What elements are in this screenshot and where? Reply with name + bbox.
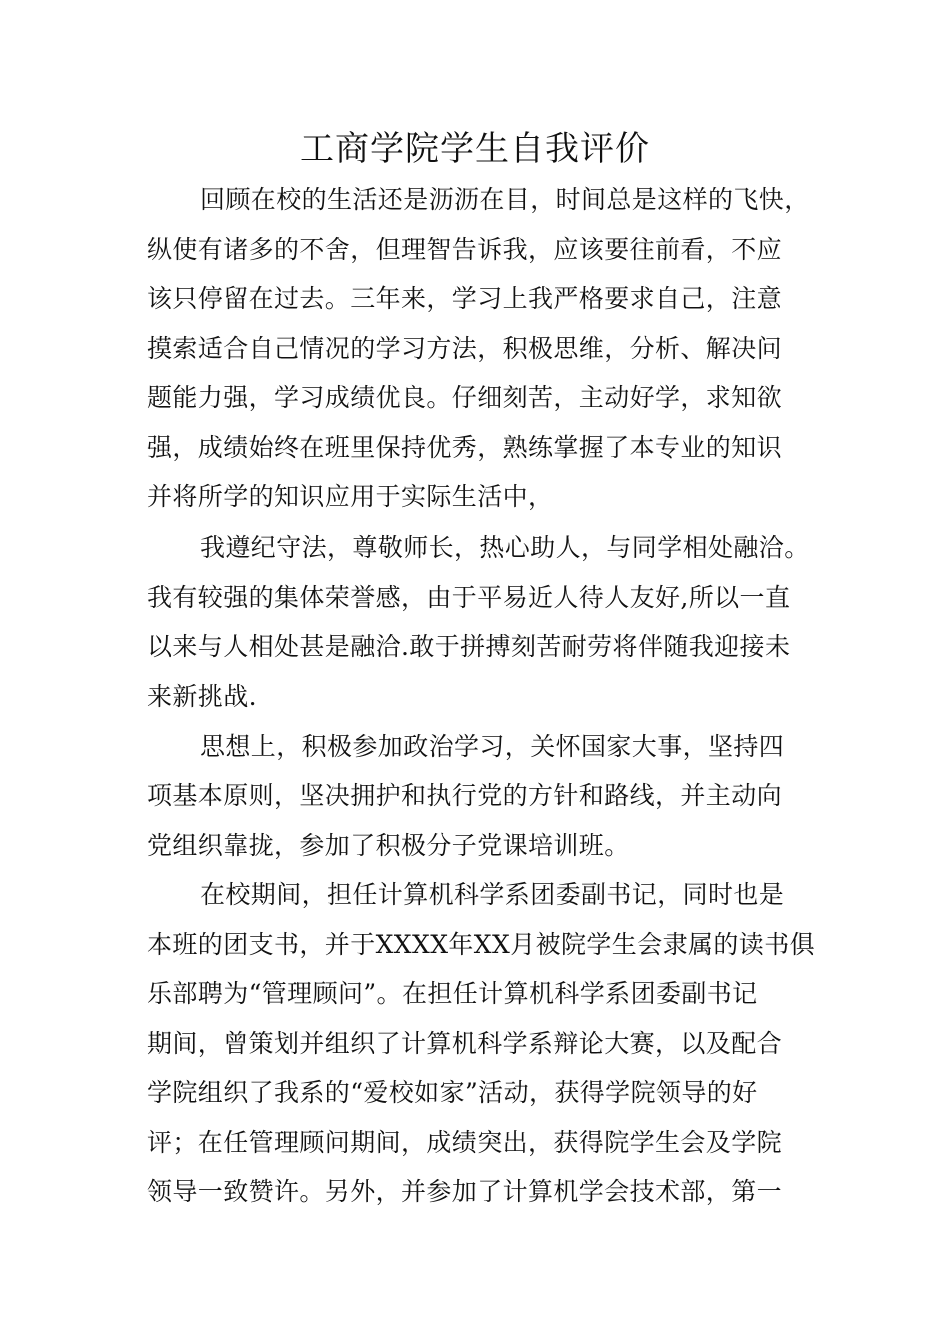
paragraph-1-line-3: 该只停留在过去。三年来，学习上我严格要求自己，注意 <box>147 284 783 313</box>
paragraph-1-line-7: 并将所学的知识应用于实际生活中， <box>147 482 554 511</box>
paragraph-3-line-2: 项基本原则，坚决拥护和执行党的方针和路线，并主动向 <box>147 781 783 810</box>
paragraph-3-line-3: 党组织靠拢，参加了积极分子党课培训班。 <box>147 831 630 860</box>
paragraph-4-line-3: 乐部聘为“管理顾问”。在担任计算机科学系团委副书记 <box>147 979 758 1008</box>
paragraph-4-line-4: 期间，曾策划并组织了计算机科学系辩论大赛，以及配合 <box>147 1029 783 1058</box>
paragraph-2-line-1: 我遵纪守法，尊敬师长，热心助人，与同学相处融洽。 <box>200 533 810 562</box>
paragraph-4-line-5: 学院组织了我系的“爱校如家”活动，获得学院领导的好 <box>147 1078 758 1107</box>
paragraph-4-line-2: 本班的团支书，并于XXXX年XX月被院学生会隶属的读书俱 <box>147 930 815 959</box>
paragraph-2-line-2: 我有较强的集体荣誉感，由于平易近人待人友好,所以一直 <box>147 583 791 612</box>
paragraph-3-line-1: 思想上，积极参加政治学习，关怀国家大事，坚持四 <box>200 732 785 761</box>
paragraph-2-line-3: 以来与人相处甚是融洽.敢于拼搏刻苦耐劳将伴随我迎接未 <box>147 632 791 661</box>
paragraph-4-line-6: 评；在任管理顾问期间，成绩突出，获得院学生会及学院 <box>147 1128 783 1157</box>
paragraph-1-line-1: 回顾在校的生活还是沥沥在目，时间总是这样的飞快， <box>200 185 810 214</box>
paragraph-4-line-1: 在校期间，担任计算机科学系团委副书记，同时也是 <box>200 880 785 909</box>
paragraph-1-line-2: 纵使有诸多的不舍，但理智告诉我，应该要往前看，不应 <box>147 235 783 264</box>
paragraph-1-line-6: 强，成绩始终在班里保持优秀，熟练掌握了本专业的知识 <box>147 433 783 462</box>
paragraph-1-line-5: 题能力强，学习成绩优良。仔细刻苦，主动好学，求知欲 <box>147 383 783 412</box>
paragraph-4-line-7: 领导一致赞许。另外，并参加了计算机学会技术部，第一 <box>147 1177 783 1206</box>
paragraph-2-line-4: 来新挑战. <box>147 682 257 711</box>
paragraph-1-line-4: 摸索适合自己情况的学习方法，积极思维，分析、解决问 <box>147 334 783 363</box>
document-title: 工商学院学生自我评价 <box>300 129 650 169</box>
